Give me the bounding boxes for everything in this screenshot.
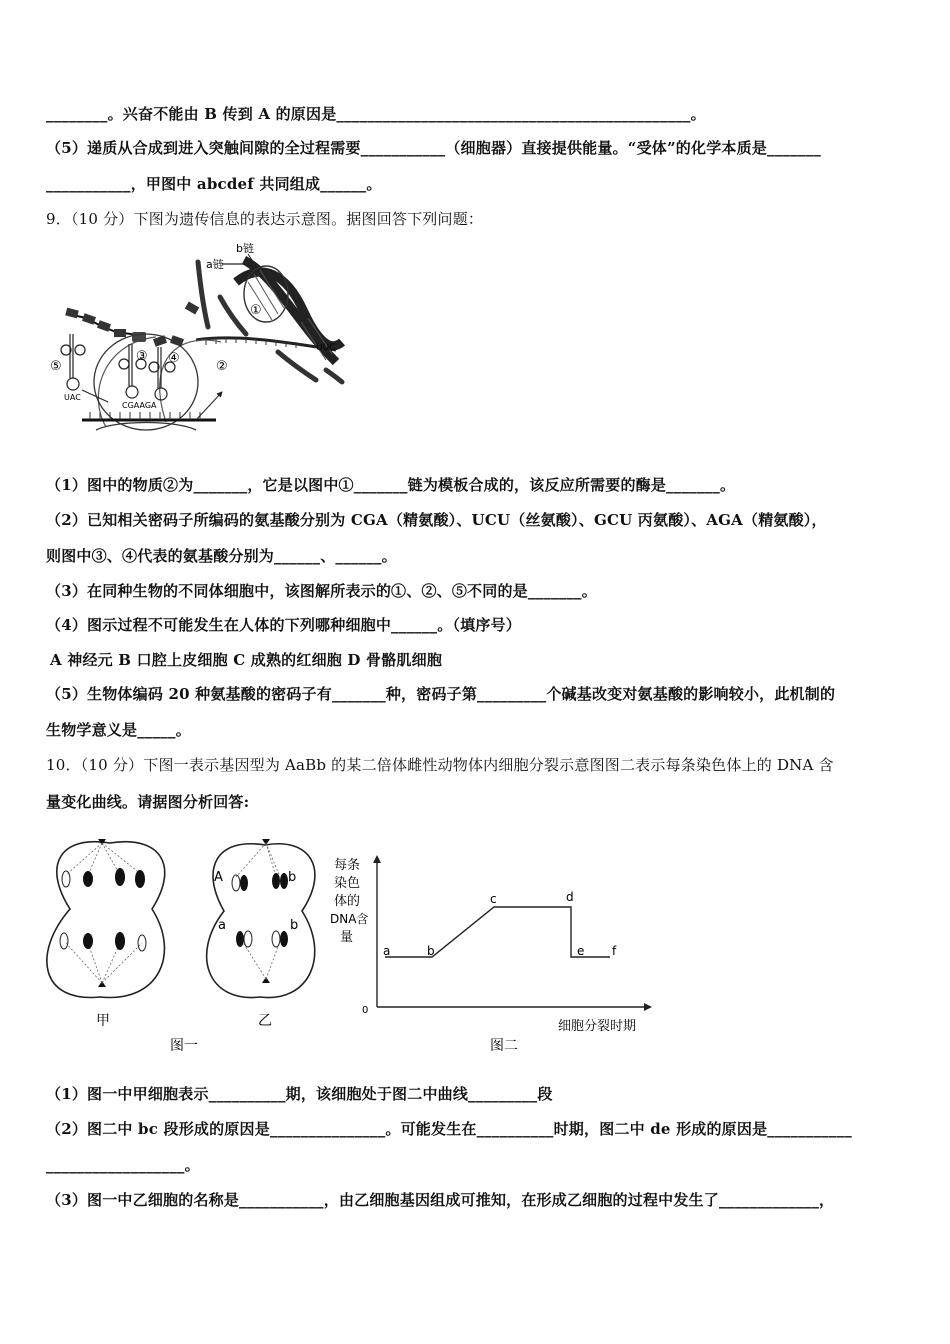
q9-part2-line1: （2）已知相关密码子所编码的氨基酸分别为 CGA（精氨酸）、UCU（丝氨酸）、GCU 丙氨酸）、AGA（精氨酸）， <box>46 511 827 529</box>
mrna-tail-bases: UUC <box>316 343 336 353</box>
q10-part2-line2: __________________。 <box>46 1156 200 1174</box>
cell-division-figure <box>40 825 680 1060</box>
gene-label-b-top: b <box>288 870 297 885</box>
point-label-f: f <box>612 944 617 958</box>
gene-label-A: A <box>214 870 223 885</box>
point-label-a: a <box>383 944 391 958</box>
q9-part2-line2: 则图中③、④代表的氨基酸分别为______、______。 <box>46 547 397 565</box>
q9-heading: 9．（10 分）下图为遗传信息的表达示意图。据图回答下列问题： <box>46 210 484 228</box>
y-label-5: 量 <box>340 930 354 945</box>
cell-yi <box>207 839 315 1029</box>
q9-part4-options: A 神经元 B 口腔上皮细胞 C 成熟的红细胞 D 骨骼肌细胞 <box>50 651 443 669</box>
cell-jia <box>47 839 165 1029</box>
point-label-b: b <box>427 944 435 958</box>
figure1-caption: 图一 <box>170 1038 198 1054</box>
point-label-d: d <box>566 890 574 904</box>
y-label-2: 染色 <box>334 876 361 891</box>
origin-label: 0 <box>362 1005 369 1016</box>
y-label-3: 体的 <box>334 894 361 909</box>
q10-part3: （3）图一中乙细胞的名称是___________，由乙细胞基因组成可推知，在形成乙细胞的过程中发生了_____________， <box>46 1191 835 1209</box>
gene-expression-figure <box>46 242 346 437</box>
circled-3: ③ <box>136 349 148 364</box>
circled-4: ④ <box>168 351 180 366</box>
a-chain-label: a链 <box>206 258 224 271</box>
circled-1: ① <box>250 303 262 318</box>
q9-part5-line2: 生物学意义是_____。 <box>46 721 191 739</box>
circled-2: ② <box>216 359 228 374</box>
cell-yi-label: 乙 <box>258 1013 272 1029</box>
cell-jia-label: 甲 <box>96 1013 110 1029</box>
gene-label-a: a <box>218 918 226 933</box>
gene-label-b-bottom: b <box>290 918 299 933</box>
dna-content-chart <box>330 855 652 1034</box>
q10-heading-line1: 10．（10 分）下图一表示基因型为 AaBb 的某二倍体雌性动物体内细胞分裂示意图图二表示每条染色体上的 DNA 含 <box>46 756 834 774</box>
q9-part1: （1）图中的物质②为_______，它是以图中①_______链为模板合成的，该反应所需要的酶是_______。 <box>46 476 736 494</box>
y-label-4: DNA含 <box>330 912 369 926</box>
q10-heading-line2: 量变化曲线。请据图分析回答: <box>46 793 250 811</box>
anticodon-uac: UAC <box>64 393 81 402</box>
y-label-1: 每条 <box>334 858 361 873</box>
trna-5 <box>61 334 85 390</box>
q9-part4: （4）图示过程不可能发生在人体的下列哪种细胞中______。（填序号） <box>46 616 521 634</box>
b-chain-label: b链 <box>236 242 254 255</box>
ribosome-small-subunit <box>96 423 196 431</box>
polypeptide-chain <box>65 308 146 342</box>
q8-line-4: ________。兴奋不能由 B 传到 A 的原因是______________________________________________。 <box>46 105 706 123</box>
q8-part5-line1: （5）递质从合成到进入突触间隙的全过程需要___________（细胞器）直接提供能量。“受体”的化学本质是_______ <box>46 139 821 157</box>
point-label-c: c <box>490 892 497 906</box>
q9-part5-line1: （5）生物体编码 20 种氨基酸的密码子有_______种，密码子第_________个碱基改变对氨基酸的影响较小，此机制的 <box>46 685 836 703</box>
point-label-e: e <box>577 944 585 958</box>
x-axis-label: 细胞分裂时期 <box>558 1019 637 1034</box>
q10-part2-line1: （2）图二中 bc 段形成的原因是_______________。可能发生在__________时期，图二中 de 形成的原因是___________ <box>46 1120 852 1138</box>
circled-5: ⑤ <box>50 359 62 374</box>
q10-part1: （1）图一中甲细胞表示__________期，该细胞处于图二中曲线_________段 <box>46 1085 553 1103</box>
codon-sequence: CGAAGA <box>122 401 157 410</box>
q9-part3: （3）在同种生物的不同体细胞中，该图解所表示的①、②、⑤不同的是_______。 <box>46 582 597 600</box>
q8-part5-line2: ___________，甲图中 abcdef 共同组成______。 <box>46 175 382 193</box>
figure2-caption: 图二 <box>490 1038 518 1054</box>
